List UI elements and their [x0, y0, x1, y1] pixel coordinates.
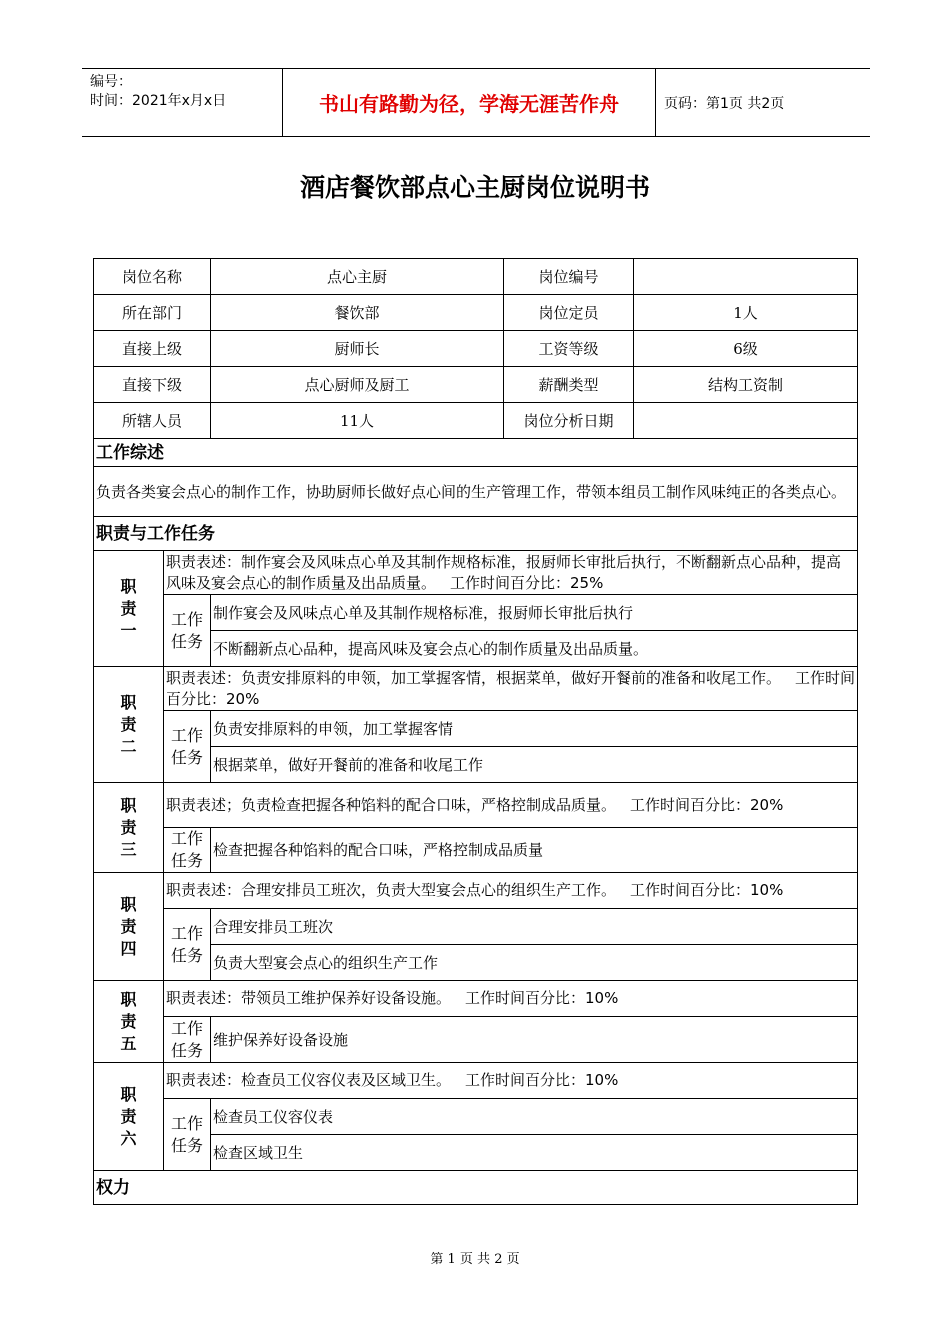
- task-row: [94, 828, 858, 873]
- duty-name-text: 职责六: [120, 1084, 137, 1148]
- duty-name-text: 职责四: [120, 894, 137, 958]
- duty-row: [94, 783, 858, 828]
- info-row: [94, 259, 858, 295]
- duty-name-text: 职责二: [120, 692, 137, 756]
- task-label-text: 工作任务: [171, 725, 204, 767]
- summary-heading: 工作综述: [94, 439, 858, 467]
- duty-name: [94, 551, 164, 667]
- task-label-text: 工作任务: [171, 923, 204, 965]
- duty-description: [164, 667, 858, 711]
- duty-description: [164, 981, 858, 1017]
- duty-name: [94, 873, 164, 981]
- info-value: 点心主厨: [211, 259, 504, 295]
- duties-heading: 职责与工作任务: [94, 517, 858, 551]
- info-label: 岗位定员: [504, 295, 634, 331]
- info-value: 结构工资制: [634, 367, 858, 403]
- section-row: [94, 517, 858, 551]
- task-label: [164, 1099, 211, 1171]
- duty-row: [94, 873, 858, 909]
- info-label: 岗位编号: [504, 259, 634, 295]
- task-item: 根据菜单，做好开餐前的准备和收尾工作: [211, 747, 858, 783]
- task-label: [164, 595, 211, 667]
- duty-name-text: 职责一: [120, 576, 137, 640]
- page-header: [82, 68, 870, 137]
- info-row: [94, 331, 858, 367]
- info-label: 所辖人员: [94, 403, 211, 439]
- info-row: [94, 295, 858, 331]
- task-label: [164, 1017, 211, 1063]
- info-row: [94, 367, 858, 403]
- section-row: [94, 439, 858, 467]
- header-meta: [82, 69, 282, 136]
- duty-description-text: 职责表述：检查员工仪容仪表及区域卫生。: [166, 1071, 452, 1089]
- info-value: 厨师长: [211, 331, 504, 367]
- duty-time-percent: 工作时间百分比：25%: [450, 573, 604, 592]
- job-description-table: [93, 258, 858, 1205]
- info-label: 直接上级: [94, 331, 211, 367]
- page-footer: 第 1 页 共 2 页: [430, 1252, 520, 1267]
- summary-row: [94, 467, 858, 517]
- task-label: [164, 711, 211, 783]
- duty-description-text: 职责表述：合理安排员工班次，负责大型宴会点心的组织生产工作。: [166, 881, 617, 899]
- info-label: 工资等级: [504, 331, 634, 367]
- duty-time-percent: 工作时间百分比：10%: [630, 881, 784, 899]
- duty-row: [94, 551, 858, 595]
- task-row: [94, 909, 858, 945]
- duty-time-percent: 工作时间百分比：10%: [465, 1071, 619, 1089]
- duty-description: [164, 783, 858, 828]
- duty-time-percent: 工作时间百分比：20%: [166, 668, 856, 708]
- duty-name: [94, 1063, 164, 1171]
- info-value: 餐饮部: [211, 295, 504, 331]
- info-label: 直接下级: [94, 367, 211, 403]
- duty-row: [94, 1063, 858, 1099]
- info-row: [94, 403, 858, 439]
- info-value: [634, 403, 858, 439]
- duty-name: [94, 783, 164, 873]
- task-label-text: 工作任务: [171, 609, 204, 651]
- power-heading: 权力: [94, 1171, 858, 1205]
- duty-row: [94, 981, 858, 1017]
- duty-description-text: 职责表述；负责检查把握各种馅料的配合口味，严格控制成品质量。: [166, 795, 617, 814]
- summary-text: 负责各类宴会点心的制作工作，协助厨师长做好点心间的生产管理工作，带领本组员工制作风味纯正的各类点心。: [94, 467, 858, 517]
- duty-row: [94, 667, 858, 711]
- task-item: 不断翻新点心品种，提高风味及宴会点心的制作质量及出品质量。: [211, 631, 858, 667]
- document-title: 酒店餐饮部点心主厨岗位说明书: [299, 173, 650, 202]
- duty-description-text: 职责表述：带领员工维护保养好设备设施。: [166, 989, 452, 1007]
- task-row: [94, 711, 858, 747]
- duty-description: [164, 1063, 858, 1099]
- task-item: 负责安排原料的申领，加工掌握客情: [211, 711, 858, 747]
- duty-time-percent: 工作时间百分比：20%: [630, 795, 784, 814]
- task-item: 检查区域卫生: [211, 1135, 858, 1171]
- duty-description-text: 职责表述：制作宴会及风味点心单及其制作规格标准，报厨师长审批后执行，不断翻新点心品种，提高风味及宴会点心的制作质量及出品质量。: [166, 552, 842, 592]
- info-label: 薪酬类型: [504, 367, 634, 403]
- task-item: 负责大型宴会点心的组织生产工作: [211, 945, 858, 981]
- task-row: [94, 595, 858, 631]
- page-info: 页码：第1页 共2页: [664, 95, 785, 112]
- info-label: 岗位名称: [94, 259, 211, 295]
- task-row: [94, 1099, 858, 1135]
- duty-description-text: 职责表述：负责安排原料的申领，加工掌握客情，根据菜单，做好开餐前的准备和收尾工作。: [166, 668, 782, 687]
- task-label-text: 工作任务: [171, 1113, 204, 1155]
- section-row: [94, 1171, 858, 1205]
- duty-name: [94, 667, 164, 783]
- info-value: 1人: [634, 295, 858, 331]
- info-value: 点心厨师及厨工: [211, 367, 504, 403]
- number-label: 编号：: [90, 74, 132, 90]
- info-value: 6级: [634, 331, 858, 367]
- duty-name-text: 职责三: [120, 795, 137, 859]
- duty-name: [94, 981, 164, 1063]
- duty-time-percent: 工作时间百分比：10%: [465, 989, 619, 1007]
- duty-description: [164, 551, 858, 595]
- task-label: [164, 828, 211, 873]
- task-label-text: 工作任务: [171, 1018, 204, 1060]
- task-label: [164, 909, 211, 981]
- task-item: 检查员工仪容仪表: [211, 1099, 858, 1135]
- info-value: 11人: [211, 403, 504, 439]
- task-label-text: 工作任务: [171, 829, 204, 870]
- task-item: 检查把握各种馅料的配合口味，严格控制成品质量: [211, 828, 858, 873]
- task-item: 合理安排员工班次: [211, 909, 858, 945]
- task-row: [94, 1017, 858, 1063]
- info-label: 岗位分析日期: [504, 403, 634, 439]
- task-item: 制作宴会及风味点心单及其制作规格标准，报厨师长审批后执行: [211, 595, 858, 631]
- time-label: 时间：2021年x月x日: [90, 93, 227, 109]
- info-label: 所在部门: [94, 295, 211, 331]
- info-value: [634, 259, 858, 295]
- task-item: 维护保养好设备设施: [211, 1017, 858, 1063]
- motto: 书山有路勤为径，学海无涯苦作舟: [282, 69, 656, 136]
- duty-description: [164, 873, 858, 909]
- duty-name-text: 职责五: [120, 989, 137, 1053]
